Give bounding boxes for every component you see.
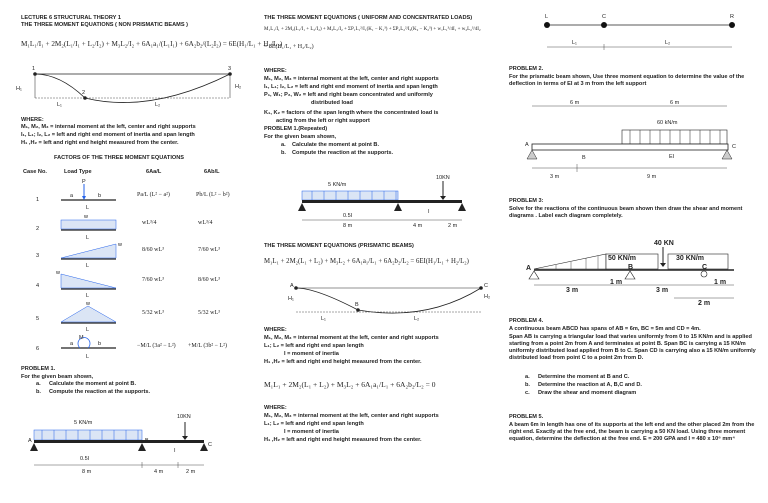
where-line-3b: distributed load <box>311 100 353 106</box>
svg-text:w: w <box>84 214 88 220</box>
label-l2: L₂ <box>155 102 161 108</box>
problem-4-marker-a: a. <box>525 374 530 380</box>
beam-label-b: B <box>145 438 149 444</box>
beam-load-2: 10KN <box>436 175 450 181</box>
zero-settlement-equation: M₁L₁ + 2M₂(L₁ + L₂) + M₃L₂ + 6A₁a₁/L₁ + 6A₂b₂/L₂ = 0 <box>264 380 436 389</box>
factor-b: +M/L (3b² − L²) <box>188 343 227 349</box>
uniform-equation: M₁L₁/I₁ + 2M₂(L₁/I₁ + L₂/I₂) + M₃L₂/I₂ + ΣP₁L₁²/I₁(K₁ − K₁³) + ΣP₂L₂²/I₂(K₂ − K₂³) + w₁L₁³/4I₁ + w₂L₂³/4I₂ <box>264 27 481 32</box>
svg-text:b: b <box>98 193 102 199</box>
factor-b: 7/60 wL³ <box>198 247 220 253</box>
where-line-2: I₁, L₁; I₂, L₂ = left and right end moment of inertia and span length <box>264 84 438 90</box>
where-line-1: M₁, M₂, M₃ = internal moment at the left, center and right supports <box>264 413 439 419</box>
prismatic-deflection-figure <box>276 282 496 324</box>
where-line-4: K₁, K₂ = factors of the span length where the concentrated load is <box>264 110 439 116</box>
svg-text:L: L <box>86 354 90 360</box>
deflection-figure <box>16 62 250 108</box>
svg-text:L: L <box>86 205 90 211</box>
section-title: THE THREE MOMENT EQUATIONS ( NON PRISMATIC BEAMS ) <box>21 22 188 28</box>
factors-title: FACTORS OF THE THREE MOMENT EQUATIONS <box>54 155 185 161</box>
label-h2: H₂ <box>235 84 242 90</box>
problem-1-repeat-item-b: Compute the reaction at the supports. <box>292 150 394 156</box>
label-l1: L₁ <box>572 40 577 46</box>
where-line-2: L₁; L₂ = left and right end span length <box>264 421 364 427</box>
problem-1-beam <box>30 410 230 480</box>
case-number: 1 <box>36 197 40 203</box>
span-3: 3 m <box>656 287 669 294</box>
problem-4-item-b: Determine the reaction at A, B,C and D. <box>538 382 642 388</box>
where-heading: WHERE: <box>21 117 44 123</box>
problem-2-beam <box>522 96 762 188</box>
beam-load-1: 5 KN/m <box>74 420 93 426</box>
svg-text:a: a <box>70 193 74 199</box>
beam-inertia-1: 0.5I <box>80 456 90 462</box>
load-case-4 <box>56 270 126 298</box>
label-b: B <box>355 302 359 308</box>
svg-text:L: L <box>86 263 90 269</box>
where-line-1: M₁, M₂, M₃ = internal moment at the left, center and right supports <box>21 124 196 130</box>
where-line-4b: acting from the left or right support <box>276 118 370 124</box>
problem-4-line-1: A continuous beam ABCD has spans of AB = 6m, BC = 5m and CD = 4m. <box>509 326 701 332</box>
column-left <box>0 0 283 503</box>
beam-span-3: 2 m <box>448 223 458 229</box>
dim-1: 6 m <box>570 100 580 106</box>
problem-4-heading: PROBLEM 4. <box>509 318 544 324</box>
beam-label-a: A <box>28 438 32 444</box>
problem-4-marker-b: b. <box>525 382 530 388</box>
factor-a: 8/60 wL³ <box>142 247 164 253</box>
span-5: 2 m <box>698 300 711 307</box>
label-c: C <box>702 264 708 271</box>
where-line-2: I₁, L₁; I₂, L₂ = left and right end moment of inertia and span length <box>21 132 195 138</box>
svg-text:L: L <box>86 235 90 241</box>
problem-1-marker-a: a. <box>36 381 41 387</box>
factor-a: 7/60 wL³ <box>142 277 164 283</box>
load-case-6 <box>56 334 126 360</box>
svg-text:b: b <box>98 341 102 347</box>
problem-2-text: For the prismatic beam shown, Use three moment equation to determine the value of the deflection in terms of EI at 3 m from the left support <box>509 74 745 88</box>
label-p2: 2 <box>82 90 86 96</box>
problem-3-heading: PROBLEM 3: <box>509 198 544 204</box>
span-1: 3 m <box>550 174 560 180</box>
beam-span-2: 4 m <box>413 223 423 229</box>
where-line-3: H₁ ,H₂ = left and right end height measured from the center. <box>21 140 179 146</box>
problem-1-repeat-item-a: Calculate the moment at point B. <box>292 142 380 148</box>
load-w1: 50 KN/m <box>608 255 637 262</box>
point-load: 40 KN <box>654 240 674 247</box>
label-h1: H₁ <box>16 86 22 92</box>
beam-load-2: 10KN <box>177 414 191 420</box>
column-middle <box>256 0 512 503</box>
dim-2: 6 m <box>670 100 680 106</box>
three-moment-equation: M₁L₁/I₁ + 2M₂(L₁/I₁ + L₂/I₂) + M₃L₂/I₂ + 6A₁a₁/(L₁I₁) + 6A₂b₂/(L₂I₂) = 6E(H₁/L₁ + H₂/L₂) <box>21 40 283 48</box>
problem-1-repeat-intro: For the given beam shown, <box>264 134 337 140</box>
svg-text:P: P <box>82 179 86 185</box>
problem-1-repeat-heading: PROBLEM 1.(Repeated) <box>264 126 328 132</box>
beam-inertia-1: 0.5I <box>343 213 353 219</box>
label-a: A <box>290 283 294 289</box>
span-2: 1 m <box>610 279 623 286</box>
load-case-1 <box>56 180 126 210</box>
svg-text:w: w <box>56 270 60 276</box>
where-line-3: I = moment of inertia <box>284 351 339 357</box>
load-case-2 <box>56 214 126 240</box>
label-h2: H₂ <box>484 294 491 300</box>
factors-head-b: 6Ab/L <box>204 169 220 175</box>
prismatic-title: THE THREE MOMENT EQUATIONS (PRISMATIC BEAMS) <box>264 243 414 249</box>
problem-4-item-a: Determine the moment at B and C. <box>538 374 630 380</box>
label-c: C <box>484 283 488 289</box>
span-4: 1 m <box>714 279 727 286</box>
factor-a: wL³/4 <box>142 220 157 226</box>
label-a: A <box>526 265 532 272</box>
where-line-3: P₁, W₁; P₂, W₂ = left and right beam concentrated and uniformly <box>264 92 433 98</box>
beam-inertia-2: I <box>428 209 430 215</box>
label-a: A <box>525 142 529 148</box>
factor-a: 5/32 wL³ <box>142 310 164 316</box>
where-line-1: M₁, M₂, M₃ = internal moment at the left, center and right supports <box>264 76 439 82</box>
problem-3-text: Solve for the reactions of the continuous beam shown then draw the shear and moment diagrams . Label each diagram completely. <box>509 206 743 220</box>
label-p1: 1 <box>32 66 36 72</box>
problem-1-item-b: Compute the reaction at the supports. <box>49 389 151 395</box>
label-right: R <box>730 14 734 20</box>
where-heading: WHERE: <box>264 327 287 333</box>
beam-span-1: 8 m <box>82 469 92 475</box>
uniform-title: THE THREE MOMENT EQUATIONS ( UNIFORM AND CONCENTRATED LOADS) <box>264 15 473 21</box>
svg-text:w: w <box>118 242 122 248</box>
problem-5-heading: PROBLEM 5. <box>509 414 544 420</box>
where-heading: WHERE: <box>264 68 287 74</box>
case-number: 2 <box>36 226 40 232</box>
problem-1-repeat-marker-a: a. <box>281 142 286 148</box>
svg-text:w: w <box>86 301 90 307</box>
beam-load-1: 5 KN/m <box>328 182 347 188</box>
factor-b: 5/32 wL³ <box>198 310 220 316</box>
problem-1-heading: PROBLEM 1. <box>21 366 56 372</box>
factors-head-type: Load Type <box>64 169 92 175</box>
problem-1-repeat-beam <box>298 175 498 235</box>
label-h1: H₁ <box>288 296 294 302</box>
where-line-4: H₁ ,H₂ = left and right end height measured from the center. <box>264 359 422 365</box>
problem-4-item-c: Draw the shear and moment diagram <box>538 390 637 396</box>
label-l1: L₁ <box>321 316 326 322</box>
uniform-equation-rhs: = 6E(H₁/L₁ + H₂/L₂) <box>264 44 314 50</box>
beam-span-2: 4 m <box>154 469 164 475</box>
label-p3: 3 <box>228 66 232 72</box>
load-case-5 <box>56 302 126 332</box>
factor-a: −M/L (3a² − L²) <box>137 343 176 349</box>
factor-b: wL³/4 <box>198 220 213 226</box>
where-line-2: L₁; L₂ = left and right end span length <box>264 343 364 349</box>
load-case-3 <box>56 240 126 268</box>
svg-text:a: a <box>70 341 74 347</box>
label-c: C <box>732 144 736 150</box>
span-1: 3 m <box>566 287 579 294</box>
svg-text:L: L <box>86 327 90 333</box>
problem-4-marker-c: c. <box>525 390 530 396</box>
label-ei: EI <box>669 154 675 160</box>
label-center: C <box>602 14 606 20</box>
problem-4-line-2: Span AB is carrying a triangular load that varies uniformly from 0 to 15 KN/m and is applied starting from a point 2m from A and terminates at point B. Span BC is carrying a 15 KN/m uniformly distributed load applied from B to C. Span CD is carrying also a 15 KN/m uniformly distributed load from point C to a point 2m from D. <box>509 334 756 362</box>
span-2: 9 m <box>647 174 657 180</box>
problem-1-item-a: Calculate the moment at point B. <box>49 381 137 387</box>
case-number: 6 <box>36 346 40 352</box>
beam-span-3: 2 m <box>186 469 196 475</box>
beam-label-c: C <box>208 442 212 448</box>
case-number: 5 <box>36 316 40 322</box>
lecture-title: LECTURE 6 STRUCTURAL THEORY 1 <box>21 15 121 21</box>
beam-span-1: 8 m <box>343 223 353 229</box>
label-l1: L₁ <box>57 102 62 108</box>
case-number: 4 <box>36 283 40 289</box>
beam-inertia-2: I <box>174 448 176 454</box>
beam-load: 60 kN/m <box>657 120 678 126</box>
support-figure <box>532 10 762 60</box>
label-l2: L₂ <box>414 316 420 322</box>
svg-text:L: L <box>86 293 90 299</box>
problem-5-text: A beam 6m in length has one of its supports at the left end and the other placed 2m from the right end. Exactly at the free end, the beam is carrying a 50 KN load. Using three moment equation, determine the deflection at the free end. E = 200 GPA and I = 480 x 10⁶ mm⁴ <box>509 422 755 443</box>
factors-head-case: Case No. <box>23 169 47 175</box>
where-line-3: I = moment of inertia <box>284 429 339 435</box>
factor-b: Pb/L (L² − b²) <box>196 192 230 198</box>
case-number: 3 <box>36 253 40 259</box>
label-l2: L₂ <box>665 40 671 46</box>
problem-1-intro: For the given beam shown, <box>21 374 94 380</box>
where-line-1: M₁, M₂, M₃ = internal moment at the left, center and right supports <box>264 335 439 341</box>
prismatic-equation: M₁L₁ + 2M₂(L₁ + L₂) + M₃L₂ + 6A₁a₁/L₁ + 6A₂b₂/L₂ = 6EI(H₁/L₁ + H₂/L₂) <box>264 258 469 265</box>
problem-1-repeat-marker-b: b. <box>281 150 286 156</box>
factors-head-a: 6Aa/L <box>146 169 162 175</box>
load-w2: 30 KN/m <box>676 255 705 262</box>
label-b: B <box>628 264 634 271</box>
column-right <box>509 0 768 503</box>
svg-text:M: M <box>79 335 84 341</box>
problem-3-beam <box>526 236 756 311</box>
where-line-4: H₁ ,H₂ = left and right end height measured from the center. <box>264 437 422 443</box>
problem-2-heading: PROBLEM 2. <box>509 66 544 72</box>
factor-b: 8/60 wL³ <box>198 277 220 283</box>
label-b: B <box>582 155 586 161</box>
label-left: L <box>545 14 549 20</box>
factor-a: Pa/L (L² − a²) <box>137 192 170 198</box>
where-heading: WHERE: <box>264 405 287 411</box>
problem-1-marker-b: b. <box>36 389 41 395</box>
